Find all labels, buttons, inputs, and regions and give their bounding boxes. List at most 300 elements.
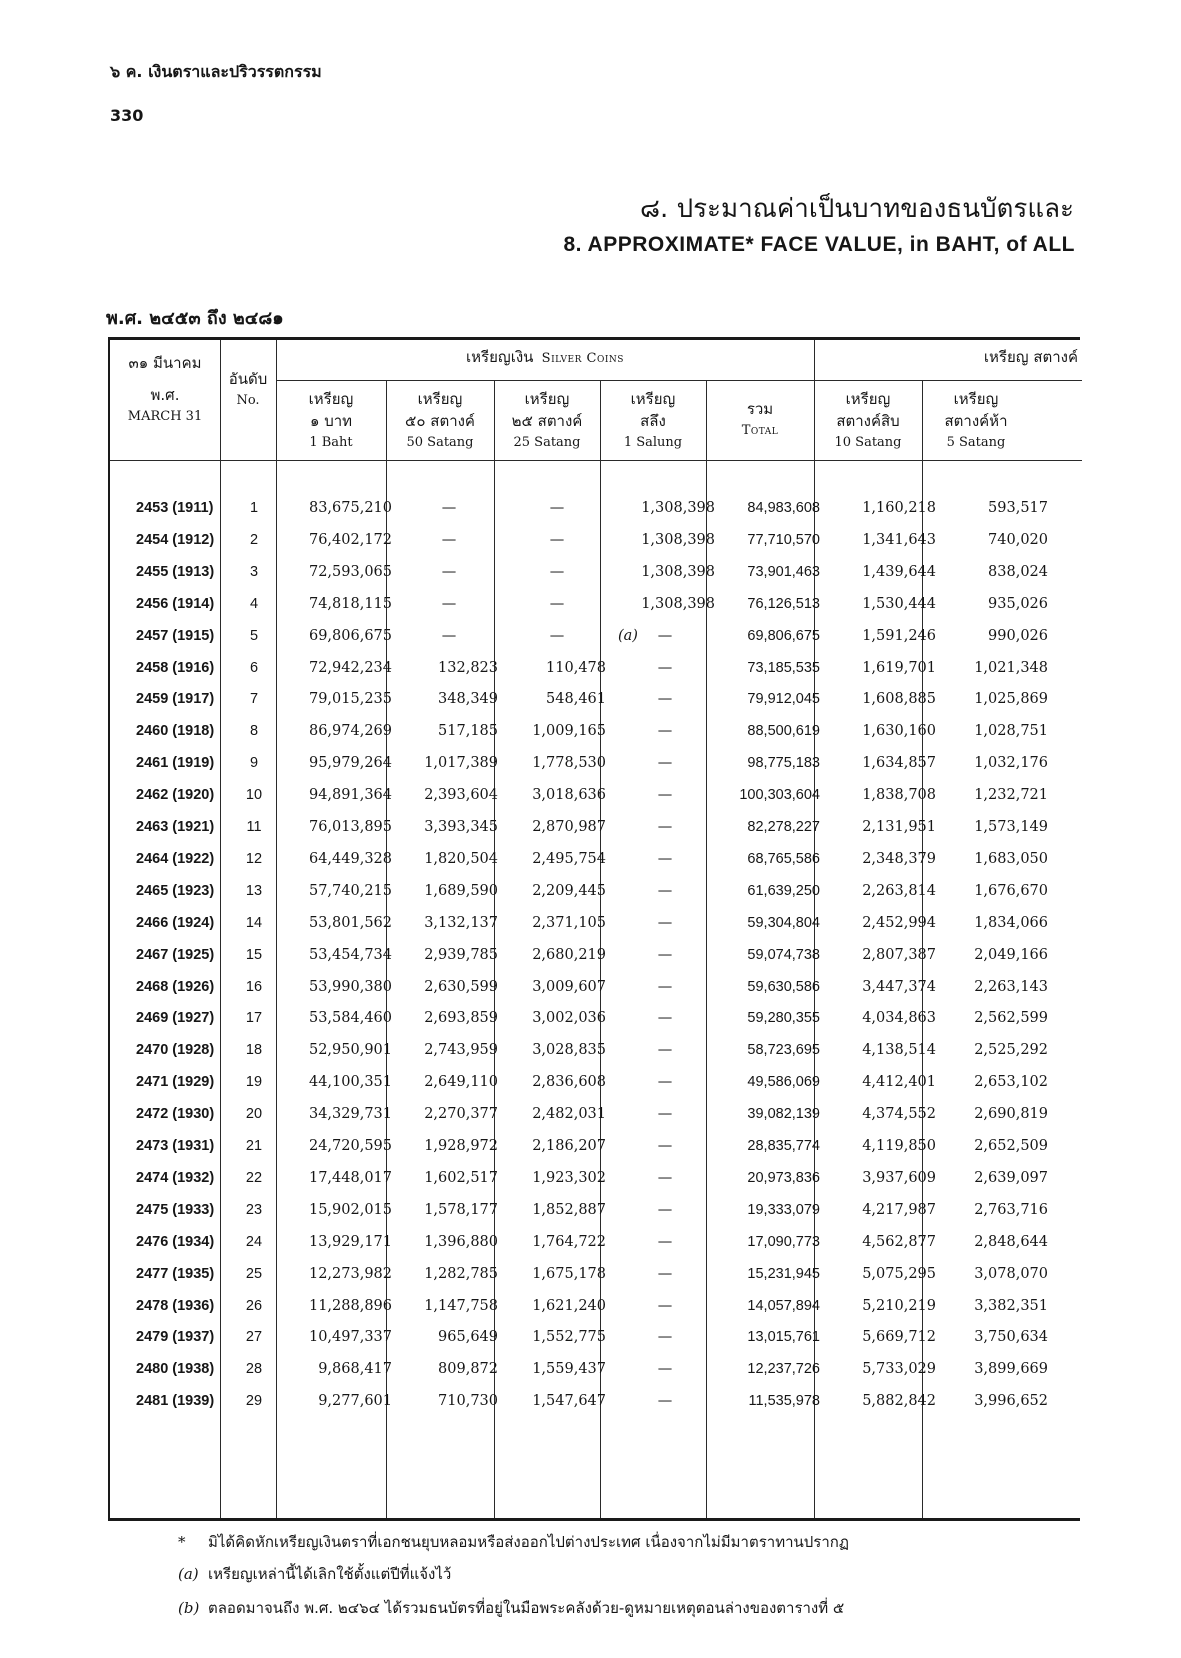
header-col-10satang-th2: สตางค์สิบ (836, 412, 900, 430)
satang5-coin-cell: 3,996,652 (974, 1393, 1048, 1410)
satang50-coin-cell: 132,823 (438, 659, 498, 676)
year-cell: 2462 (1920) (136, 787, 215, 804)
year-cell: 2454 (1912) (136, 531, 215, 548)
baht-coin-cell: 94,891,364 (308, 787, 392, 804)
satang25-coin-cell: 2,680,219 (532, 946, 606, 963)
satang5-coin-cell: 593,517 (988, 500, 1048, 516)
satang5-coin-cell: 990,026 (988, 627, 1048, 644)
salung-coin-cell: — (657, 1361, 673, 1378)
satang5-coin-cell: 3,078,070 (974, 1265, 1048, 1282)
footnote-mark: (a) (178, 1565, 199, 1583)
row-number-cell: 11 (246, 819, 262, 835)
year-cell: 2469 (1927) (136, 1010, 215, 1027)
baht-coin-cell: 53,801,562 (308, 914, 392, 931)
row-number-cell: 21 (245, 1138, 263, 1154)
satang25-coin-cell: 1,923,302 (532, 1169, 606, 1186)
footnote-star (178, 1530, 849, 1554)
total-cell: 28,835,774 (747, 1138, 820, 1154)
satang5-coin-cell: 838,024 (988, 563, 1048, 580)
year-cell: 2455 (1913) (136, 563, 215, 580)
baht-coin-cell: 95,979,264 (308, 755, 392, 772)
table-row (110, 1130, 1082, 1164)
salung-coin-cell: 1,308,398 (641, 500, 715, 516)
row-number-cell: 9 (249, 755, 259, 772)
satang10-coin-cell: 3,937,609 (862, 1169, 936, 1186)
satang5-coin-cell: 2,652,509 (974, 1138, 1048, 1154)
header-col-5satang-en: 5 Satang (946, 435, 1006, 450)
header-satang-thai: เหรียญ สตางค์ (983, 348, 1078, 366)
year-cell: 2459 (1917) (136, 691, 215, 708)
year-cell: 2468 (1926) (136, 978, 215, 995)
year-cell: 2467 (1925) (136, 946, 215, 963)
year-cell: 2480 (1938) (136, 1361, 215, 1378)
header-rule (110, 460, 1082, 461)
footnote-text: ตลอดมาจนถึง พ.ศ. ๒๔๖๔ ได้รวมธนบัตรที่อยู่ในมือพระคลังด้วย-ดูหมายเหตุตอนล่างของตารางที่ ๕ (208, 1599, 845, 1617)
salung-coin-cell: — (657, 882, 673, 899)
salung-coin-cell: 1,308,398 (641, 563, 715, 580)
baht-coin-cell: 69,806,675 (308, 627, 392, 644)
satang5-coin-cell: 3,750,634 (974, 1329, 1048, 1346)
satang50-coin-cell: 1,578,177 (424, 1201, 498, 1218)
header-col-1baht-th2: ๑ บาท (309, 412, 353, 430)
satang50-coin-cell: 2,743,959 (424, 1042, 498, 1059)
year-cell: 2475 (1933) (136, 1201, 215, 1218)
year-cell: 2458 (1916) (136, 659, 215, 676)
table-row (110, 492, 1082, 526)
satang5-coin-cell: 1,683,050 (974, 850, 1048, 867)
table-row (110, 588, 1082, 622)
row-number-cell: 8 (249, 723, 259, 740)
title-thai: ๘. ประมาณค่าเป็นบาทของธนบัตรและ (639, 194, 1074, 224)
header-year-thai: พ.ศ. (150, 386, 180, 404)
baht-coin-cell: 9,868,417 (318, 1361, 392, 1378)
satang10-coin-cell: 1,530,444 (862, 595, 936, 612)
satang50-coin-cell: 1,602,517 (424, 1169, 498, 1186)
satang25-coin-cell: 3,002,036 (532, 1010, 606, 1027)
satang50-coin-cell: 2,630,599 (424, 978, 498, 995)
header-satang-group (922, 346, 1082, 370)
row-number-cell: 16 (245, 978, 263, 995)
salung-coin-cell: — (657, 819, 673, 835)
header-col-25satang (494, 388, 600, 454)
satang10-coin-cell: 2,263,814 (862, 882, 936, 899)
year-cell: 2470 (1928) (136, 1042, 215, 1059)
salung-coin-cell: — (657, 1393, 673, 1410)
table-row (110, 779, 1082, 813)
table-row (110, 556, 1082, 590)
total-cell: 68,765,586 (747, 850, 820, 867)
satang50-coin-cell: 2,393,604 (424, 787, 498, 804)
satang50-coin-cell: 3,393,345 (424, 819, 498, 835)
year-cell: 2471 (1929) (136, 1074, 215, 1091)
baht-coin-cell: 79,015,235 (308, 691, 392, 708)
satang10-coin-cell: 2,348,379 (862, 850, 936, 867)
total-cell: 59,630,586 (747, 978, 820, 995)
satang5-coin-cell: 1,028,751 (974, 723, 1048, 740)
row-number-cell: 24 (245, 1233, 263, 1250)
satang5-coin-cell: 2,763,716 (974, 1201, 1048, 1218)
baht-coin-cell: 17,448,017 (308, 1169, 392, 1186)
satang5-coin-cell: 2,562,599 (974, 1010, 1048, 1027)
table-row (110, 1353, 1082, 1387)
header-silver-en: Silver Coins (541, 351, 624, 366)
header-date (110, 352, 220, 428)
total-cell: 49,586,069 (747, 1074, 820, 1091)
satang10-coin-cell: 4,374,552 (862, 1106, 936, 1123)
satang10-coin-cell: 5,075,295 (862, 1265, 936, 1282)
satang25-coin-cell: — (549, 563, 565, 580)
satang25-coin-cell: 548,461 (546, 691, 606, 708)
satang50-coin-cell: 2,693,859 (424, 1010, 498, 1027)
satang25-coin-cell: 2,482,031 (532, 1106, 606, 1123)
satang50-coin-cell: 1,396,880 (424, 1233, 498, 1250)
satang10-coin-cell: 4,562,877 (862, 1233, 936, 1250)
salung-coin-cell: — (657, 978, 673, 995)
salung-coin-cell: — (657, 1297, 673, 1314)
baht-coin-cell: 57,740,215 (308, 882, 392, 899)
satang5-coin-cell: 1,021,348 (974, 659, 1048, 676)
satang10-coin-cell: 2,131,951 (862, 819, 936, 835)
salung-coin-cell: — (657, 850, 673, 867)
satang5-coin-cell: 1,232,721 (974, 787, 1048, 804)
footnote-text: มิได้คิดหักเหรียญเงินตราที่เอกชนยุบหลอมหรือส่งออกไปต่างประเทศ เนื่องจากไม่มีมาตราทานปรากฏ (208, 1533, 849, 1551)
baht-coin-cell: 53,990,380 (308, 978, 392, 995)
baht-coin-cell: 11,288,896 (308, 1297, 392, 1314)
satang25-coin-cell: 2,209,445 (532, 882, 606, 899)
period-label: พ.ศ. ๒๔๕๓ ถึง ๒๔๘๑ (106, 308, 284, 329)
baht-coin-cell: 53,584,460 (308, 1010, 392, 1027)
satang10-coin-cell: 1,630,160 (862, 723, 936, 740)
header-col-25satang-th1: เหรียญ (524, 390, 570, 408)
satang10-coin-cell: 1,608,885 (862, 691, 936, 708)
year-cell: 2457 (1915) (136, 627, 215, 644)
row-number-cell: 17 (245, 1010, 263, 1027)
row-number-cell: 25 (245, 1265, 263, 1282)
baht-coin-cell: 72,593,065 (308, 563, 392, 580)
row-number-cell: 3 (249, 563, 259, 580)
year-cell: 2463 (1921) (136, 819, 215, 835)
satang10-coin-cell: 5,210,219 (862, 1297, 936, 1314)
year-cell: 2474 (1932) (136, 1169, 215, 1186)
total-cell: 84,983,608 (747, 500, 820, 516)
satang50-coin-cell: 1,928,972 (424, 1138, 498, 1154)
table-row (110, 1066, 1082, 1100)
header-col-50satang-en: 50 Satang (406, 435, 474, 450)
table-row (110, 939, 1082, 973)
table-row (110, 1002, 1082, 1036)
row-number-cell: 15 (245, 946, 263, 963)
salung-coin-cell: — (657, 1010, 673, 1027)
satang5-coin-cell: 2,653,102 (974, 1074, 1048, 1091)
header-date-en: MARCH 31 (127, 409, 203, 424)
total-cell: 76,126,513 (747, 595, 820, 612)
salung-coin-cell: — (657, 946, 673, 963)
row-number-cell: 2 (249, 531, 259, 548)
baht-coin-cell: 53,454,734 (308, 946, 392, 963)
header-col-50satang-th2: ๕๐ สตางค์ (405, 412, 475, 430)
baht-coin-cell: 86,974,269 (308, 723, 392, 740)
table-row (110, 683, 1082, 717)
satang10-coin-cell: 1,341,643 (862, 531, 936, 548)
salung-coin-cell: — (657, 914, 673, 931)
satang25-coin-cell: 1,764,722 (532, 1233, 606, 1250)
salung-coin-cell: — (657, 659, 673, 676)
salung-coin-cell: — (657, 755, 673, 772)
total-cell: 61,639,250 (747, 882, 820, 899)
satang50-coin-cell: 1,689,590 (424, 882, 498, 899)
satang5-coin-cell: 1,676,670 (974, 882, 1048, 899)
total-cell: 59,304,804 (747, 914, 820, 931)
satang50-coin-cell: — (441, 595, 457, 612)
satang25-coin-cell: 1,778,530 (532, 755, 606, 772)
satang5-coin-cell: 935,026 (988, 595, 1048, 612)
satang10-coin-cell: 5,669,712 (862, 1329, 936, 1346)
salung-coin-cell: — (657, 1329, 673, 1346)
header-rule (276, 380, 1082, 381)
satang25-coin-cell: 1,009,165 (532, 723, 606, 740)
footnote-b (178, 1596, 844, 1620)
table-row (110, 652, 1082, 686)
row-number-cell: 23 (245, 1201, 263, 1218)
row-number-cell: 20 (245, 1106, 263, 1123)
header-col-10satang-en: 10 Satang (834, 435, 902, 450)
header-col-50satang (386, 388, 494, 454)
satang25-coin-cell: — (549, 627, 565, 644)
header-col-salung-th2: สลึง (640, 412, 666, 430)
total-cell: 73,185,535 (747, 659, 820, 676)
salung-coin-cell: — (657, 1074, 673, 1091)
year-cell: 2476 (1934) (136, 1233, 215, 1250)
baht-coin-cell: 83,675,210 (308, 500, 392, 516)
satang10-coin-cell: 2,807,387 (862, 946, 936, 963)
satang50-coin-cell: — (441, 531, 457, 548)
footnote-ref: (a) (618, 627, 638, 644)
footnote-mark: (b) (178, 1599, 200, 1617)
satang25-coin-cell: 1,547,647 (532, 1393, 606, 1410)
table-row (110, 1321, 1082, 1355)
header-col-25satang-en: 25 Satang (513, 435, 581, 450)
row-number-cell: 26 (245, 1297, 263, 1314)
row-number-cell: 19 (245, 1074, 263, 1091)
header-col-total-th1: รวม (746, 400, 774, 418)
satang5-coin-cell: 1,032,176 (974, 755, 1048, 772)
header-col-salung (600, 388, 706, 454)
satang10-coin-cell: 1,634,857 (862, 755, 936, 772)
header-col-10satang-th1: เหรียญ (845, 390, 891, 408)
satang50-coin-cell: 1,820,504 (424, 850, 498, 867)
total-cell: 14,057,894 (747, 1297, 820, 1314)
satang25-coin-cell: 3,009,607 (532, 978, 606, 995)
satang25-coin-cell: 3,028,835 (532, 1042, 606, 1059)
satang10-coin-cell: 4,138,514 (862, 1042, 936, 1059)
salung-coin-cell: — (657, 787, 673, 804)
satang25-coin-cell: 110,478 (546, 659, 606, 676)
row-number-cell: 7 (249, 691, 259, 708)
satang50-coin-cell: — (441, 500, 457, 516)
satang25-coin-cell: — (549, 500, 565, 516)
satang5-coin-cell: 3,382,351 (974, 1297, 1048, 1314)
satang25-coin-cell: 1,675,178 (532, 1265, 606, 1282)
baht-coin-cell: 64,449,328 (308, 850, 392, 867)
satang25-coin-cell: 1,552,775 (532, 1329, 606, 1346)
satang25-coin-cell: 2,495,754 (532, 850, 606, 867)
satang10-coin-cell: 1,619,701 (862, 659, 936, 676)
satang25-coin-cell: 2,870,987 (532, 819, 606, 835)
table-row (110, 1098, 1082, 1132)
satang50-coin-cell: — (441, 563, 457, 580)
header-no-thai: อันดับ (228, 370, 268, 388)
satang5-coin-cell: 740,020 (988, 531, 1048, 548)
salung-coin-cell: — (657, 1233, 673, 1250)
satang10-coin-cell: 3,447,374 (862, 978, 936, 995)
table-row (110, 1385, 1082, 1419)
table-row (110, 715, 1082, 749)
satang5-coin-cell: 3,899,669 (974, 1361, 1048, 1378)
satang5-coin-cell: 1,025,869 (974, 691, 1048, 708)
satang5-coin-cell: 2,263,143 (974, 978, 1048, 995)
footnote-text: เหรียญเหล่านี้ได้เลิกใช้ตั้งแต่ปีที่แจ้งไว้ (208, 1565, 452, 1583)
header-col-50satang-th1: เหรียญ (417, 390, 463, 408)
page-number: 330 (110, 106, 144, 125)
satang10-coin-cell: 1,160,218 (862, 500, 936, 516)
row-number-cell: 28 (245, 1361, 263, 1378)
year-cell: 2478 (1936) (136, 1297, 215, 1314)
salung-coin-cell: 1,308,398 (641, 531, 715, 548)
year-cell: 2472 (1930) (136, 1106, 215, 1123)
satang50-coin-cell: 710,730 (438, 1393, 498, 1410)
baht-coin-cell: 34,329,731 (308, 1106, 392, 1123)
satang10-coin-cell: 1,591,246 (862, 627, 936, 644)
satang5-coin-cell: 2,690,819 (974, 1106, 1048, 1123)
table-row (110, 1162, 1082, 1196)
satang50-coin-cell: 2,939,785 (424, 946, 498, 963)
total-cell: 19,333,079 (747, 1201, 820, 1218)
row-number-cell: 13 (245, 882, 263, 899)
satang50-coin-cell: 2,649,110 (424, 1074, 498, 1091)
header-col-5satang-th1: เหรียญ (953, 390, 999, 408)
header-col-10satang (814, 388, 922, 454)
salung-coin-cell: — (657, 691, 673, 708)
satang10-coin-cell: 4,119,850 (862, 1138, 936, 1154)
row-number-cell: 6 (249, 659, 259, 676)
satang10-coin-cell: 4,412,401 (862, 1074, 936, 1091)
header-col-1baht-en: 1 Baht (309, 435, 353, 450)
total-cell: 98,775,183 (747, 755, 820, 772)
satang10-coin-cell: 5,882,842 (862, 1393, 936, 1410)
satang5-coin-cell: 2,049,166 (974, 946, 1048, 963)
salung-coin-cell: — (657, 723, 673, 740)
salung-coin-cell: — (657, 627, 673, 644)
salung-coin-cell: — (657, 1265, 673, 1282)
satang10-coin-cell: 1,439,644 (862, 563, 936, 580)
salung-coin-cell: — (657, 1169, 673, 1186)
footnote-a (178, 1562, 451, 1586)
satang5-coin-cell: 2,525,292 (974, 1042, 1048, 1059)
header-col-total (706, 398, 814, 442)
satang25-coin-cell: 2,836,608 (532, 1074, 606, 1091)
satang10-coin-cell: 5,733,029 (862, 1361, 936, 1378)
baht-coin-cell: 44,100,351 (308, 1074, 392, 1091)
header-col-5satang (922, 388, 1030, 454)
table-row (110, 1226, 1082, 1260)
satang50-coin-cell: 348,349 (438, 691, 498, 708)
header-date-thai: ๓๑ มีนาคม (128, 354, 202, 372)
baht-coin-cell: 10,497,337 (308, 1329, 392, 1346)
table-row (110, 1258, 1082, 1292)
total-cell: 17,090,773 (747, 1233, 820, 1250)
satang5-coin-cell: 1,573,149 (974, 819, 1048, 835)
satang50-coin-cell: 3,132,137 (424, 914, 498, 931)
total-cell: 100,303,604 (739, 787, 820, 804)
total-cell: 58,723,695 (747, 1042, 820, 1059)
salung-coin-cell: — (657, 1201, 673, 1218)
total-cell: 15,231,945 (747, 1265, 820, 1282)
satang50-coin-cell: 2,270,377 (424, 1106, 498, 1123)
salung-coin-cell: 1,308,398 (641, 595, 715, 612)
satang5-coin-cell: 2,848,644 (974, 1233, 1048, 1250)
header-col-1baht (276, 388, 386, 454)
total-cell: 13,015,761 (747, 1329, 820, 1346)
row-number-cell: 18 (245, 1042, 263, 1059)
total-cell: 88,500,619 (747, 723, 820, 740)
table-row (110, 811, 1082, 845)
header-silver-group (276, 346, 814, 370)
satang25-coin-cell: 2,371,105 (532, 914, 606, 931)
table-row (110, 843, 1082, 877)
table-row (110, 747, 1082, 781)
table-row (110, 524, 1082, 558)
row-number-cell: 4 (249, 595, 259, 612)
year-cell: 2466 (1924) (136, 914, 215, 931)
total-cell: 11,535,978 (748, 1393, 820, 1410)
baht-coin-cell: 76,013,895 (308, 819, 392, 835)
header-col-1baht-th1: เหรียญ (308, 390, 354, 408)
header-col-total-en: Total (741, 423, 779, 438)
table-row (110, 971, 1082, 1005)
row-number-cell: 14 (245, 914, 263, 931)
satang10-coin-cell: 1,838,708 (862, 787, 936, 804)
satang25-coin-cell: — (549, 531, 565, 548)
total-cell: 82,278,227 (747, 819, 820, 835)
satang5-coin-cell: 1,834,066 (974, 914, 1048, 931)
header-col-25satang-th2: ๒๕ สตางค์ (511, 412, 583, 430)
baht-coin-cell: 9,277,601 (318, 1393, 392, 1410)
header-no-en: No. (236, 393, 260, 408)
table-row (110, 1194, 1082, 1228)
satang10-coin-cell: 4,217,987 (862, 1201, 936, 1218)
total-cell: 20,973,836 (747, 1169, 820, 1186)
year-cell: 2461 (1919) (136, 755, 215, 772)
header-col-salung-en: 1 Salung (623, 435, 683, 450)
salung-coin-cell: — (657, 1138, 673, 1154)
header-no (220, 368, 276, 412)
total-cell: 39,082,139 (747, 1106, 820, 1123)
coin-value-table (108, 337, 1080, 1521)
table-row (110, 620, 1082, 654)
satang10-coin-cell: 2,452,994 (862, 914, 936, 931)
baht-coin-cell: 12,273,982 (308, 1265, 392, 1282)
satang10-coin-cell: 4,034,863 (862, 1010, 936, 1027)
row-number-cell: 27 (245, 1329, 263, 1346)
title-english: 8. APPROXIMATE* FACE VALUE, in BAHT, of ALL (563, 233, 1075, 256)
table-row (110, 1034, 1082, 1068)
baht-coin-cell: 74,818,115 (308, 595, 392, 612)
satang50-coin-cell: 809,872 (438, 1361, 498, 1378)
total-cell: 69,806,675 (747, 627, 820, 644)
year-cell: 2477 (1935) (136, 1265, 215, 1282)
header-col-salung-th1: เหรียญ (630, 390, 676, 408)
header-silver-thai: เหรียญเงิน (466, 348, 534, 366)
